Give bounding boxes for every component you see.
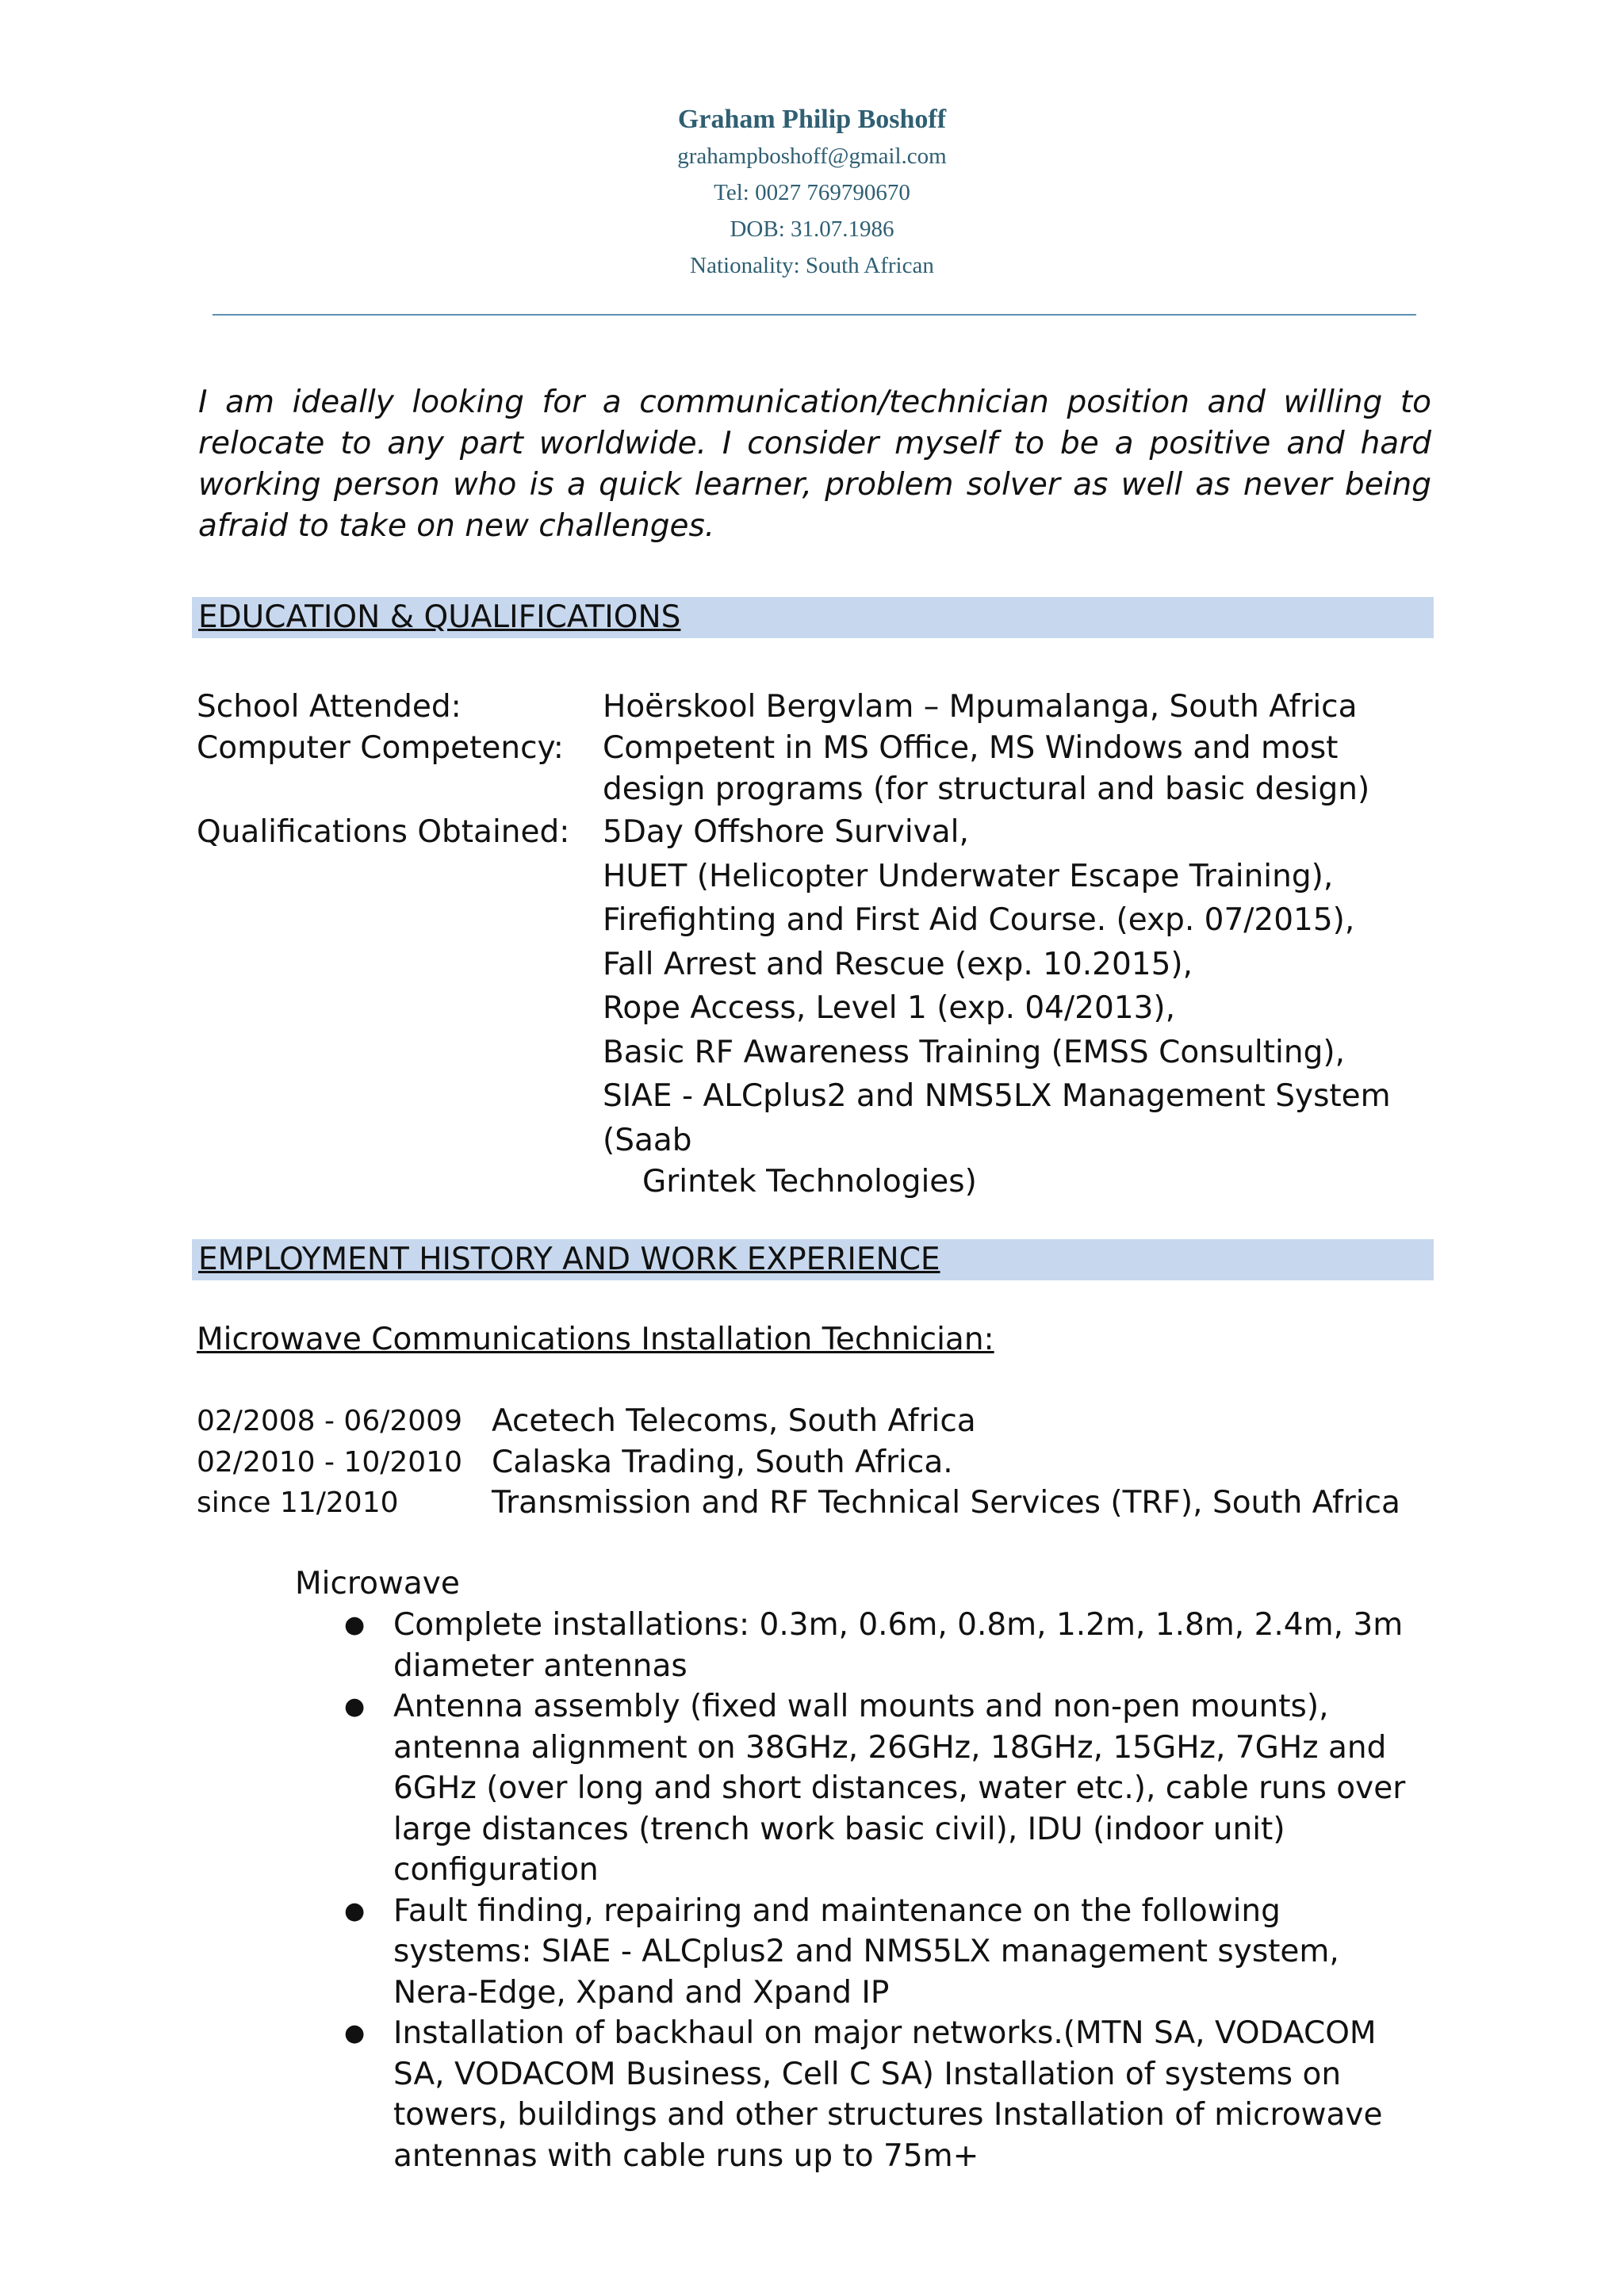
duty-item — [339, 1891, 1418, 2014]
qualification-item: Fall Arrest and Rescue (exp. 10.2015), — [603, 946, 1193, 982]
computer-value: Competent in MS Office, MS Windows and most design programs (for structural and basic design) — [603, 730, 1370, 807]
contact-header — [0, 101, 1624, 284]
employment-section-title: EMPLOYMENT HISTORY AND WORK EXPERIENCE — [198, 1242, 940, 1277]
duty-text: Antenna assembly (fixed wall mounts and non-pen mounts), antenna alignment on 38GHz, 26GHz, 18GHz, 15GHz, 7GHz and 6GHz (over long and short distances, water etc.), cable runs over large distances (trench work basic civil), IDU (indoor unit) configuration — [393, 1689, 1406, 1888]
computer-label: Computer Competency: — [197, 730, 564, 766]
bullet-icon: ● — [344, 2019, 366, 2047]
employment-company: Transmission and RF Technical Services (TRF), South Africa — [492, 1485, 1400, 1521]
duty-text: Complete installations: 0.3m, 0.6m, 0.8m, 1.2m, 1.8m, 2.4m, 3m diameter antennas — [393, 1607, 1404, 1684]
bullet-icon: ● — [344, 1611, 366, 1639]
telephone: Tel: 0027 769790670 — [714, 180, 910, 205]
employment-company: Calaska Trading, South Africa. — [492, 1445, 953, 1480]
bullet-icon: ● — [344, 1693, 366, 1720]
education-section-title: EDUCATION & QUALIFICATIONS — [198, 599, 681, 635]
qualification-item: Basic RF Awareness Training (EMSS Consulting), — [603, 1034, 1345, 1070]
employment-section-header — [192, 1239, 1434, 1280]
employment-company: Acetech Telecoms, South Africa — [492, 1403, 976, 1439]
microwave-subheading: Microwave — [295, 1566, 460, 1601]
employment-date: 02/2008 - 06/2009 — [197, 1405, 462, 1437]
nationality: Nationality: South African — [690, 253, 934, 278]
job-title: Microwave Communications Installation Technician: — [197, 1322, 994, 1357]
duty-item — [339, 2013, 1418, 2176]
qualification-item: Rope Access, Level 1 (exp. 04/2013), — [603, 990, 1175, 1026]
objective-statement: I am ideally looking for a communication/technician position and willing to relocate to any part worldwide. I consider myself to be a positive and hard working person who is a quick learner, problem solver as well as never being afraid to take on new challenges. — [198, 385, 1431, 544]
qualification-line: SIAE - ALCplus2 and NMS5LX Management System (Saab — [603, 1078, 1391, 1158]
qualification-item: 5Day Offshore Survival, — [603, 814, 969, 850]
duty-text: Installation of backhaul on major networks.(MTN SA, VODACOM SA, VODACOM Business, Cell C SA) Installation of systems on towers, buildings and other structures Installation of microwave antennas with cable runs up to 75m+ — [393, 2015, 1383, 2174]
email-address: grahampboshoff@gmail.com — [677, 144, 947, 169]
qualification-item: Firefighting and First Aid Course. (exp. 07/2015), — [603, 902, 1355, 938]
qualification-item: HUET (Helicopter Underwater Escape Training), — [603, 858, 1334, 894]
school-value: Hoërskool Bergvlam – Mpumalanga, South Africa — [603, 689, 1358, 725]
qualification-item — [603, 1074, 1435, 1202]
school-label: School Attended: — [197, 689, 462, 725]
qualifications-label: Qualifications Obtained: — [197, 814, 570, 850]
employment-date: since 11/2010 — [197, 1487, 399, 1519]
candidate-name: Graham Philip Boshoff — [677, 105, 947, 134]
date-of-birth: DOB: 31.07.1986 — [730, 216, 894, 242]
qualification-line-continued: Grintek Technologies) — [642, 1164, 977, 1200]
employment-date: 02/2010 - 10/2010 — [197, 1446, 462, 1479]
header-divider — [213, 314, 1416, 316]
duty-item — [339, 1605, 1418, 1686]
qualifications-list — [603, 810, 1435, 1202]
education-section-header — [192, 597, 1434, 638]
microwave-duties-list — [339, 1605, 1418, 2176]
bullet-icon: ● — [344, 1896, 366, 1925]
duty-text: Fault finding, repairing and maintenance on the following systems: SIAE - ALCplus2 and NMS5LX management system, Nera-Edge, Xpand and Xpand IP — [393, 1892, 1339, 2011]
duty-item — [339, 1686, 1418, 1891]
